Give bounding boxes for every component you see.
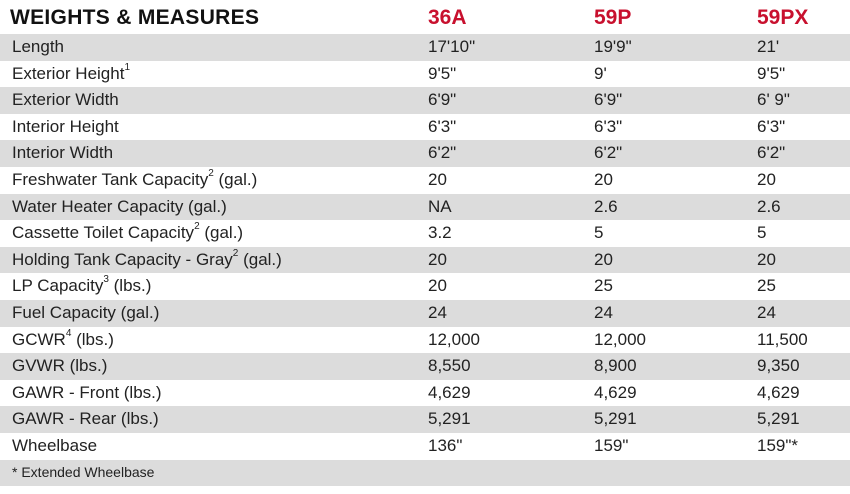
row-value-59p: 6'2" bbox=[594, 143, 623, 163]
row-value-59p: 9' bbox=[594, 63, 607, 83]
row-value-59p: 8,900 bbox=[594, 356, 637, 376]
row-label-unit: (lbs.) bbox=[108, 276, 152, 296]
row-value-36a: 6'3" bbox=[428, 116, 457, 136]
table-title: WEIGHTS & MEASURES bbox=[10, 6, 260, 29]
row-label-text: Length bbox=[12, 37, 64, 56]
row-label bbox=[12, 61, 130, 84]
row-label bbox=[12, 383, 162, 403]
footnote bbox=[0, 460, 850, 486]
table-row bbox=[0, 353, 850, 380]
table-row bbox=[0, 247, 850, 274]
row-value-59p: 12,000 bbox=[594, 329, 646, 349]
row-value-36a: 17'10" bbox=[428, 37, 476, 56]
row-value-59px: 2.6 bbox=[757, 196, 781, 216]
table-row bbox=[0, 380, 850, 407]
row-label bbox=[12, 276, 151, 296]
row-value-36a: 20 bbox=[428, 249, 447, 269]
table-row bbox=[0, 220, 850, 247]
row-label-text: Freshwater Tank Capacity bbox=[12, 169, 209, 189]
row-value-59p: 20 bbox=[594, 249, 613, 269]
row-label-text: Exterior Width bbox=[12, 90, 119, 110]
row-label bbox=[12, 37, 64, 57]
row-value-59px: 6'3" bbox=[757, 116, 786, 136]
row-value-59p: 20 bbox=[594, 169, 613, 189]
row-label-footnote-mark: 4 bbox=[65, 327, 72, 339]
table-row bbox=[0, 140, 850, 167]
table-row bbox=[0, 194, 850, 221]
row-label bbox=[12, 167, 258, 190]
row-value-59p: 19'9" bbox=[594, 37, 632, 56]
row-label-text: Interior Width bbox=[12, 143, 114, 163]
row-label bbox=[12, 197, 227, 217]
table-header bbox=[0, 0, 850, 34]
row-value-59px: 5 bbox=[757, 223, 767, 243]
row-label bbox=[12, 247, 282, 270]
row-value-59px: 5,291 bbox=[757, 409, 800, 429]
row-label bbox=[12, 356, 107, 376]
row-label-text: GCWR bbox=[12, 329, 66, 349]
row-label-footnote-mark: 2 bbox=[208, 167, 214, 179]
row-value-36a: 6'2" bbox=[428, 143, 457, 163]
row-label bbox=[12, 327, 114, 350]
row-label-text: Interior Height bbox=[12, 116, 119, 136]
row-label-footnote-mark: 1 bbox=[124, 61, 130, 73]
footnote-text: * Extended Wheelbase bbox=[12, 464, 155, 480]
column-header-36a: 36A bbox=[428, 6, 467, 29]
row-value-36a: 20 bbox=[428, 276, 447, 296]
row-value-59p: 4,629 bbox=[594, 382, 637, 402]
row-value-36a: 8,550 bbox=[428, 356, 471, 376]
table-row bbox=[0, 61, 850, 88]
row-value-36a: 5,291 bbox=[428, 409, 471, 429]
row-value-36a: 12,000 bbox=[428, 329, 480, 349]
row-label-text: Exterior Height bbox=[12, 63, 125, 83]
table-row bbox=[0, 406, 850, 433]
row-value-59px: 4,629 bbox=[757, 382, 800, 402]
row-label bbox=[12, 223, 243, 243]
table-row bbox=[0, 433, 850, 460]
row-label-unit: (gal.) bbox=[238, 249, 282, 269]
row-label-footnote-mark: 2 bbox=[232, 247, 239, 259]
row-value-59p: 159" bbox=[594, 435, 629, 455]
table-row bbox=[0, 167, 850, 194]
row-label-footnote-mark: 3 bbox=[103, 274, 109, 286]
row-value-59px: 11,500 bbox=[757, 329, 808, 349]
row-value-59px: 24 bbox=[757, 302, 776, 322]
row-label-text: Wheelbase bbox=[12, 435, 98, 455]
row-label-text: LP Capacity bbox=[12, 276, 104, 296]
table-row bbox=[0, 114, 850, 141]
row-value-59p: 5,291 bbox=[594, 409, 637, 429]
row-label-footnote-mark: 2 bbox=[194, 221, 200, 233]
row-value-59px: 9,350 bbox=[757, 356, 800, 376]
row-value-59px: 21' bbox=[757, 37, 780, 56]
row-value-59p: 25 bbox=[594, 276, 613, 296]
row-value-59p: 6'9" bbox=[594, 90, 623, 110]
row-label-text: Fuel Capacity (gal.) bbox=[12, 302, 160, 322]
table-row bbox=[0, 273, 850, 300]
row-value-59px: 25 bbox=[757, 276, 776, 296]
row-label bbox=[12, 409, 159, 429]
row-label-text: GAWR - Rear (lbs.) bbox=[12, 409, 159, 429]
row-label bbox=[12, 90, 119, 110]
row-label-unit: (gal.) bbox=[213, 169, 258, 189]
row-label-text: GAWR - Front (lbs.) bbox=[12, 382, 162, 402]
row-value-59px: 6'2" bbox=[757, 143, 786, 163]
row-value-59px: 9'5" bbox=[757, 63, 786, 83]
row-value-59p: 2.6 bbox=[594, 196, 618, 216]
row-label bbox=[12, 303, 159, 323]
row-value-59px: 6' 9" bbox=[757, 90, 790, 110]
row-value-59p: 6'3" bbox=[594, 116, 623, 136]
table-row bbox=[0, 87, 850, 114]
table-body bbox=[0, 34, 850, 460]
row-value-36a: 24 bbox=[428, 302, 447, 322]
row-label bbox=[12, 117, 119, 137]
row-label-unit: (gal.) bbox=[199, 223, 244, 243]
row-label-text: Holding Tank Capacity - Gray bbox=[12, 249, 233, 269]
row-value-59p: 24 bbox=[594, 302, 613, 322]
row-value-59px: 159"* bbox=[757, 435, 799, 455]
row-value-36a: 6'9" bbox=[428, 90, 457, 110]
row-label bbox=[12, 436, 97, 456]
column-header-59p: 59P bbox=[594, 6, 632, 29]
row-value-36a: NA bbox=[428, 196, 452, 216]
column-header-59px: 59PX bbox=[757, 6, 809, 29]
row-label bbox=[12, 143, 113, 163]
row-value-59px: 20 bbox=[757, 249, 776, 269]
row-value-36a: 9'5" bbox=[428, 63, 457, 83]
table-row bbox=[0, 34, 850, 61]
row-value-59p: 5 bbox=[594, 223, 604, 243]
row-label-unit: (lbs.) bbox=[71, 329, 114, 349]
row-label-text: Water Heater Capacity (gal.) bbox=[12, 196, 227, 216]
row-value-36a: 136" bbox=[428, 435, 463, 455]
row-value-59px: 20 bbox=[757, 169, 776, 189]
row-value-36a: 3.2 bbox=[428, 223, 452, 243]
row-label-text: Cassette Toilet Capacity bbox=[12, 223, 195, 243]
row-value-36a: 4,629 bbox=[428, 382, 471, 402]
row-label-text: GVWR (lbs.) bbox=[12, 356, 108, 376]
table-row bbox=[0, 300, 850, 327]
row-value-36a: 20 bbox=[428, 169, 447, 189]
table-row bbox=[0, 327, 850, 354]
